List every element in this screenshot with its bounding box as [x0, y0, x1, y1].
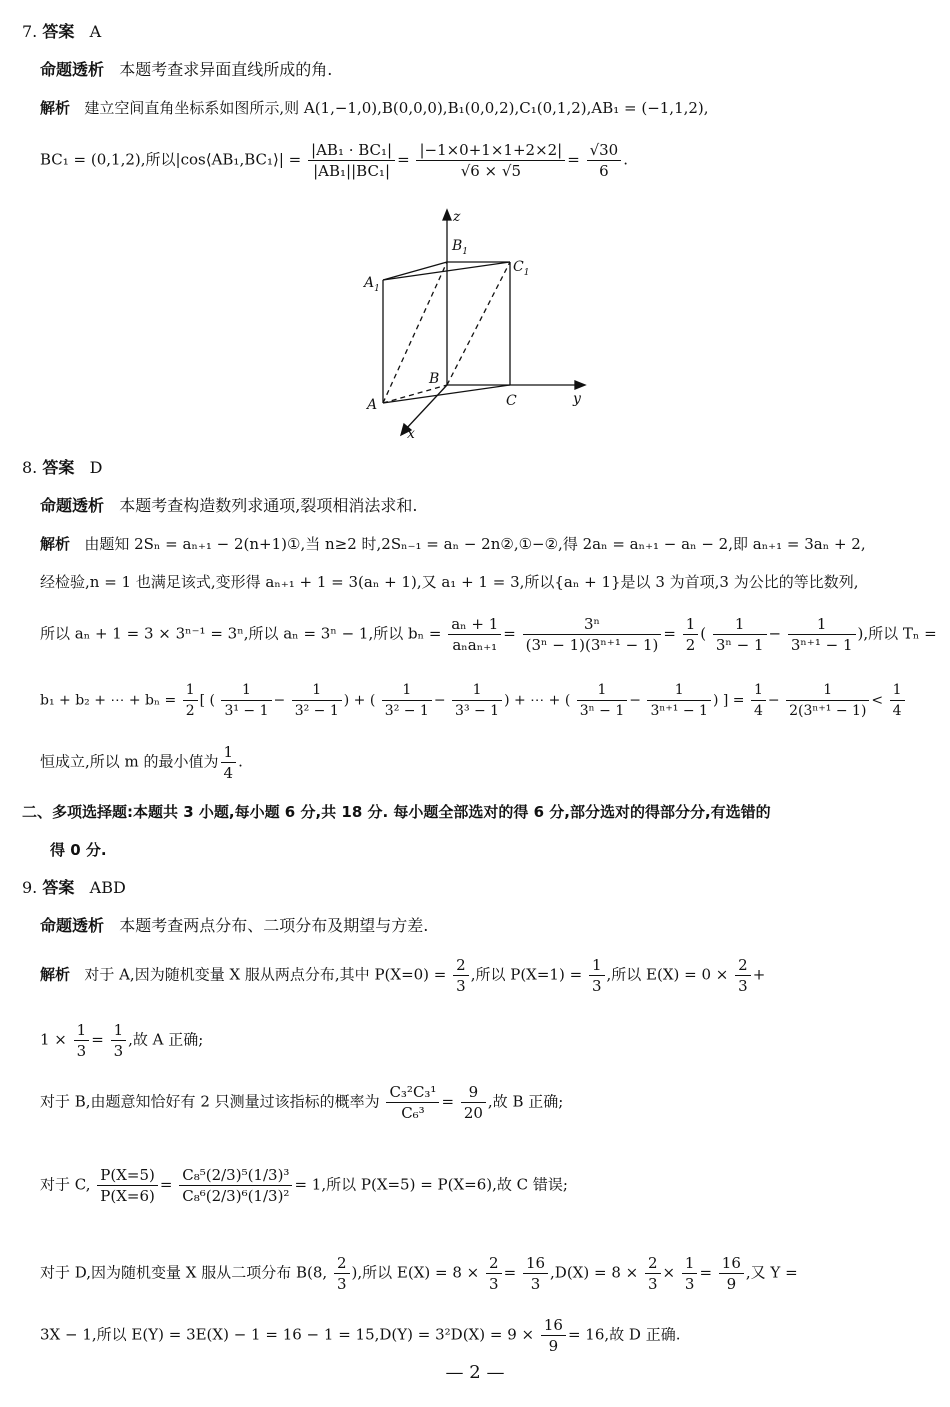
q7-fraction-2: [416, 140, 565, 181]
q8-r1: $\frac{1}{4}$: [751, 680, 766, 721]
q7-solution-line1: [40, 96, 709, 120]
q8-text3a: 所以 aₙ + 1 = 3 × 3ⁿ⁻¹ = 3ⁿ,所以 aₙ = 3ⁿ − 1,所以 bₙ =: [40, 624, 442, 643]
edge-A1B1: [383, 262, 447, 280]
label-C1: $C_1$: [513, 259, 530, 278]
q8-solution-text2: 经检验,n = 1 也满足该式,变形得 aₙ₊₁ + 1 = 3(aₙ + 1),又 a₁ + 1 = 3,所以{aₙ + 1}是以 3 为首项,3 为公比的等比数列,: [40, 573, 859, 591]
q7-frac1-num: |AB₁ · BC₁|: [308, 140, 395, 161]
q9-analysis-line: [40, 914, 428, 938]
q9-b-f2: $\frac{9}{20}$: [461, 1082, 486, 1123]
q9-solution-b: 对于 B,由题意知恰好有 2 只测量过该指标的概率为 $\frac{\text{C₃²C₃¹}}{\text{C₆³}}$ = $\frac{9}{20}$ ,故 B 正确;: [40, 1083, 564, 1122]
q9-c-f2: $\frac{\text{C₈⁵(2/3)⁵(1/3)³}}{\text{C₈⁶(2/3)⁶(1/3)²}}$: [179, 1165, 292, 1206]
q9-a-f2: $\frac{1}{3}$: [589, 955, 605, 996]
q8-t6: $\frac{1}{\text{3ⁿ⁺¹ − 1}}$: [647, 680, 711, 721]
diag-BC1: [447, 262, 510, 385]
q8-text5a: 恒成立,所以 m 的最小值为: [40, 752, 219, 771]
q8-solution-line2: [40, 570, 858, 594]
section2-heading-line2: 得 0 分.: [50, 841, 107, 859]
q9-d-f2: $\frac{2}{3}$: [486, 1253, 502, 1294]
page-number: — 2 —: [445, 1362, 505, 1383]
q9-solution-label: 解析: [40, 965, 71, 984]
q7-analysis-label: 命题透析: [40, 60, 105, 79]
q8-solution-label: 解析: [40, 535, 71, 553]
q8-min-frac: $\frac{1}{4}$: [221, 742, 237, 783]
q9-d-f6: $\frac{16}{9}$: [719, 1253, 744, 1294]
q8-t1: $\frac{1}{\text{3¹ − 1}}$: [221, 680, 271, 721]
q7-frac3-den: 6: [599, 162, 609, 180]
q9-a2-f1: $\frac{1}{3}$: [74, 1020, 90, 1061]
label-x: x: [407, 426, 415, 440]
q8-r2: $\frac{1}{\text{2(3ⁿ⁺¹ − 1)}}$: [786, 680, 869, 721]
q9-d2-f1: $\frac{16}{9}$: [541, 1315, 566, 1356]
q8-analysis-line: [40, 494, 417, 518]
prism-coordinate-figure: [355, 205, 600, 440]
q7-solution-text2: BC₁ = (0,1,2),所以|cos⟨AB₁,BC₁⟩| =: [40, 150, 302, 169]
q8-solution-line1: [40, 532, 866, 556]
q8-analysis-label: 命题透析: [40, 496, 105, 515]
q8-t2: $\frac{1}{\text{3² − 1}}$: [292, 680, 342, 721]
edge-AC: [383, 385, 510, 403]
label-A: A: [367, 397, 378, 413]
q9-solution-a-line1: 解析 对于 A,因为随机变量 X 服从两点分布,其中 P(X=0) = $\frac{2}{3}$ ,所以 P(X=1) = $\frac{1}{3}$ ,所以 E(X) = 0 × $\frac{2}{3}$ +: [40, 956, 766, 995]
q8-r3: $\frac{1}{4}$: [890, 680, 905, 721]
q7-number: 7.: [22, 22, 38, 41]
q9-analysis-text: 本题考查两点分布、二项分布及期望与方差.: [119, 916, 429, 935]
y-arrow: [575, 381, 585, 389]
q7-frac2-num: |−1×0+1×1+2×2|: [416, 140, 565, 161]
q9-solution-a-line2: 1 × $\frac{1}{3}$ = $\frac{1}{3}$ ,故 A 正确;: [40, 1021, 204, 1060]
q8-frac-3n: $\frac{\text{3ⁿ}}{\text{(3ⁿ − 1)(3ⁿ⁺¹ − 1)}}$: [523, 614, 662, 655]
edge-AB: [383, 385, 447, 403]
q8-solution-line4: b₁ + b₂ + ⋯ + bₙ = $\frac{1}{2}$ [ ( $\frac{1}{\text{3¹ − 1}}$ − $\frac{1}{\text{3² − 1}}$ ) + ( $\frac{1}{\text{3² − 1}}$ − $\frac{1}{\text{3³ − 1}}$ ) + ⋯ + ( $\frac{1}{\text{3ⁿ − 1}}$ − $\frac{1}{\text{3ⁿ⁺¹ − 1}}$ ) ] = $\frac{1}{4}$ − $\frac{1}{\text{2(3ⁿ⁺¹ − 1)}}$ < $\frac{1}{4}$: [40, 680, 907, 721]
q8-answer-line: [22, 456, 102, 480]
q8-frac-half: $\frac{1}{2}$: [683, 614, 699, 655]
label-B: B: [429, 371, 440, 387]
q9-d-f3: $\frac{16}{3}$: [523, 1253, 548, 1294]
q7-frac1-den: |AB₁||BC₁|: [313, 162, 390, 180]
q9-solution-d-line1: 对于 D,因为随机变量 X 服从二项分布 B(8, $\frac{2}{3}$ ),所以 E(X) = 8 × $\frac{2}{3}$ = $\frac{16}{3}$ ,D(X) = 8 × $\frac{2}{3}$ × $\frac{1}{3}$ = $\frac{16}{9}$ ,又 Y =: [40, 1254, 798, 1293]
q7-answer-line: [22, 20, 101, 44]
q9-d-f5: $\frac{1}{3}$: [682, 1253, 698, 1294]
q7-analysis-line: [40, 58, 332, 82]
q7-frac2-den: √6 × √5: [460, 162, 521, 180]
q9-solution-c: 对于 C, $\frac{P(X=5)}{P(X=6)}$ = $\frac{\text{C₈⁵(2/3)⁵(1/3)³}}{\text{C₈⁶(2/3)⁶(1/3)²}}$ = 1,所以 P(X=5) = P(X=6),故 C 错误;: [40, 1166, 568, 1205]
q8-frac-half2: $\frac{1}{2}$: [183, 680, 198, 721]
q9-answer-line: [22, 876, 126, 900]
q9-a2-f2: $\frac{1}{3}$: [111, 1020, 127, 1061]
label-B1: $B_1$: [452, 238, 469, 257]
q9-c-f1: $\frac{P(X=5)}{P(X=6)}$: [97, 1165, 158, 1206]
q9-b-f1: $\frac{\text{C₃²C₃¹}}{\text{C₆³}}$: [386, 1082, 439, 1123]
q8-frac-b: $\frac{1}{\text{3ⁿ⁺¹ − 1}}$: [788, 614, 856, 655]
q8-number: 8.: [22, 458, 38, 477]
label-C: C: [506, 393, 517, 409]
q8-solution-text1: 由题知 2Sₙ = aₙ₊₁ − 2(n+1)①,当 n≥2 时,2Sₙ₋₁ = aₙ − 2n②,①−②,得 2aₙ = aₙ₊₁ − aₙ − 2,即 aₙ₊₁ = 3aₙ + 2,: [84, 535, 866, 553]
q9-analysis-label: 命题透析: [40, 916, 105, 935]
q9-number: 9.: [22, 878, 38, 897]
q8-answer: D: [89, 458, 103, 477]
q9-a-f1: $\frac{2}{3}$: [453, 955, 469, 996]
q8-frac-b-n: $\frac{\text{aₙ + 1}}{\text{aₙaₙ₊₁}}$: [448, 614, 501, 655]
q7-fraction-3: [587, 140, 622, 181]
q8-solution-line3: 所以 aₙ + 1 = 3 × 3ⁿ⁻¹ = 3ⁿ,所以 aₙ = 3ⁿ − 1,所以 bₙ = $\frac{\text{aₙ + 1}}{\text{aₙaₙ₊₁}}$ = $\frac{\text{3ⁿ}}{\text{(3ⁿ − 1)(3ⁿ⁺¹ − 1)}}$ = $\frac{1}{2}$ ( $\frac{1}{\text{3ⁿ − 1}}$ − $\frac{1}{\text{3ⁿ⁺¹ − 1}}$ ),所以 Tₙ =: [40, 615, 937, 654]
label-z: z: [453, 209, 461, 225]
q8-text3-end: ,所以 Tₙ =: [863, 624, 937, 643]
q7-analysis-text: 本题考查求异面直线所成的角.: [119, 60, 333, 79]
q9-answer: ABD: [89, 878, 126, 897]
q8-analysis-text: 本题考查构造数列求通项,裂项相消法求和.: [119, 496, 418, 515]
q9-solution-d-line2: 3X − 1,所以 E(Y) = 3E(X) − 1 = 16 − 1 = 15,D(Y) = 3²D(X) = 9 × $\frac{16}{9}$ = 16,故 D 正确.: [40, 1316, 681, 1355]
q9-a-f3: $\frac{2}{3}$: [735, 955, 751, 996]
x-axis: [405, 385, 447, 430]
label-y: y: [573, 391, 581, 407]
q9-answer-label: 答案: [42, 878, 75, 897]
section2-heading-line1: 二、多项选择题:本题共 3 小题,每小题 6 分,共 18 分. 每小题全部选对的得 6 分,部分选对的得部分分,有选错的: [22, 803, 771, 821]
q8-answer-label: 答案: [42, 458, 75, 477]
q7-answer: A: [89, 22, 102, 41]
q7-frac3-num: √30: [587, 140, 622, 161]
q7-answer-label: 答案: [42, 22, 75, 41]
q8-t5: $\frac{1}{\text{3ⁿ − 1}}$: [577, 680, 628, 721]
q7-fraction-1: [308, 140, 395, 181]
q7-solution-line2: BC₁ = (0,1,2),所以|cos⟨AB₁,BC₁⟩| = $\frac{\text{|AB₁ · BC₁|}}{\text{|AB₁||BC₁|}}$ = $\frac{|-1\times 0+1\times 1+2\times 2|}{√6 \times √5}$ = $\frac{√30}{6}$ .: [40, 141, 629, 180]
q8-frac-a: $\frac{1}{\text{3ⁿ − 1}}$: [713, 614, 767, 655]
label-A1: $A_1$: [364, 275, 380, 294]
q7-solution-label: 解析: [40, 99, 71, 117]
q9-d-f4: $\frac{2}{3}$: [645, 1253, 661, 1294]
q8-solution-line5: 恒成立,所以 m 的最小值为 $\frac{1}{4}$ .: [40, 743, 243, 782]
q7-solution-text1: 建立空间直角坐标系如图所示,则 A(1,−1,0),B(0,0,0),B₁(0,0,2),C₁(0,1,2),AB₁ = (−1,1,2),: [84, 99, 709, 117]
q8-t3: $\frac{1}{\text{3² − 1}}$: [382, 680, 432, 721]
z-arrow: [443, 210, 451, 220]
q9-d-f1: $\frac{2}{3}$: [334, 1253, 350, 1294]
q8-text4a: b₁ + b₂ + ⋯ + bₙ =: [40, 692, 177, 709]
q8-t4: $\frac{1}{\text{3³ − 1}}$: [452, 680, 502, 721]
